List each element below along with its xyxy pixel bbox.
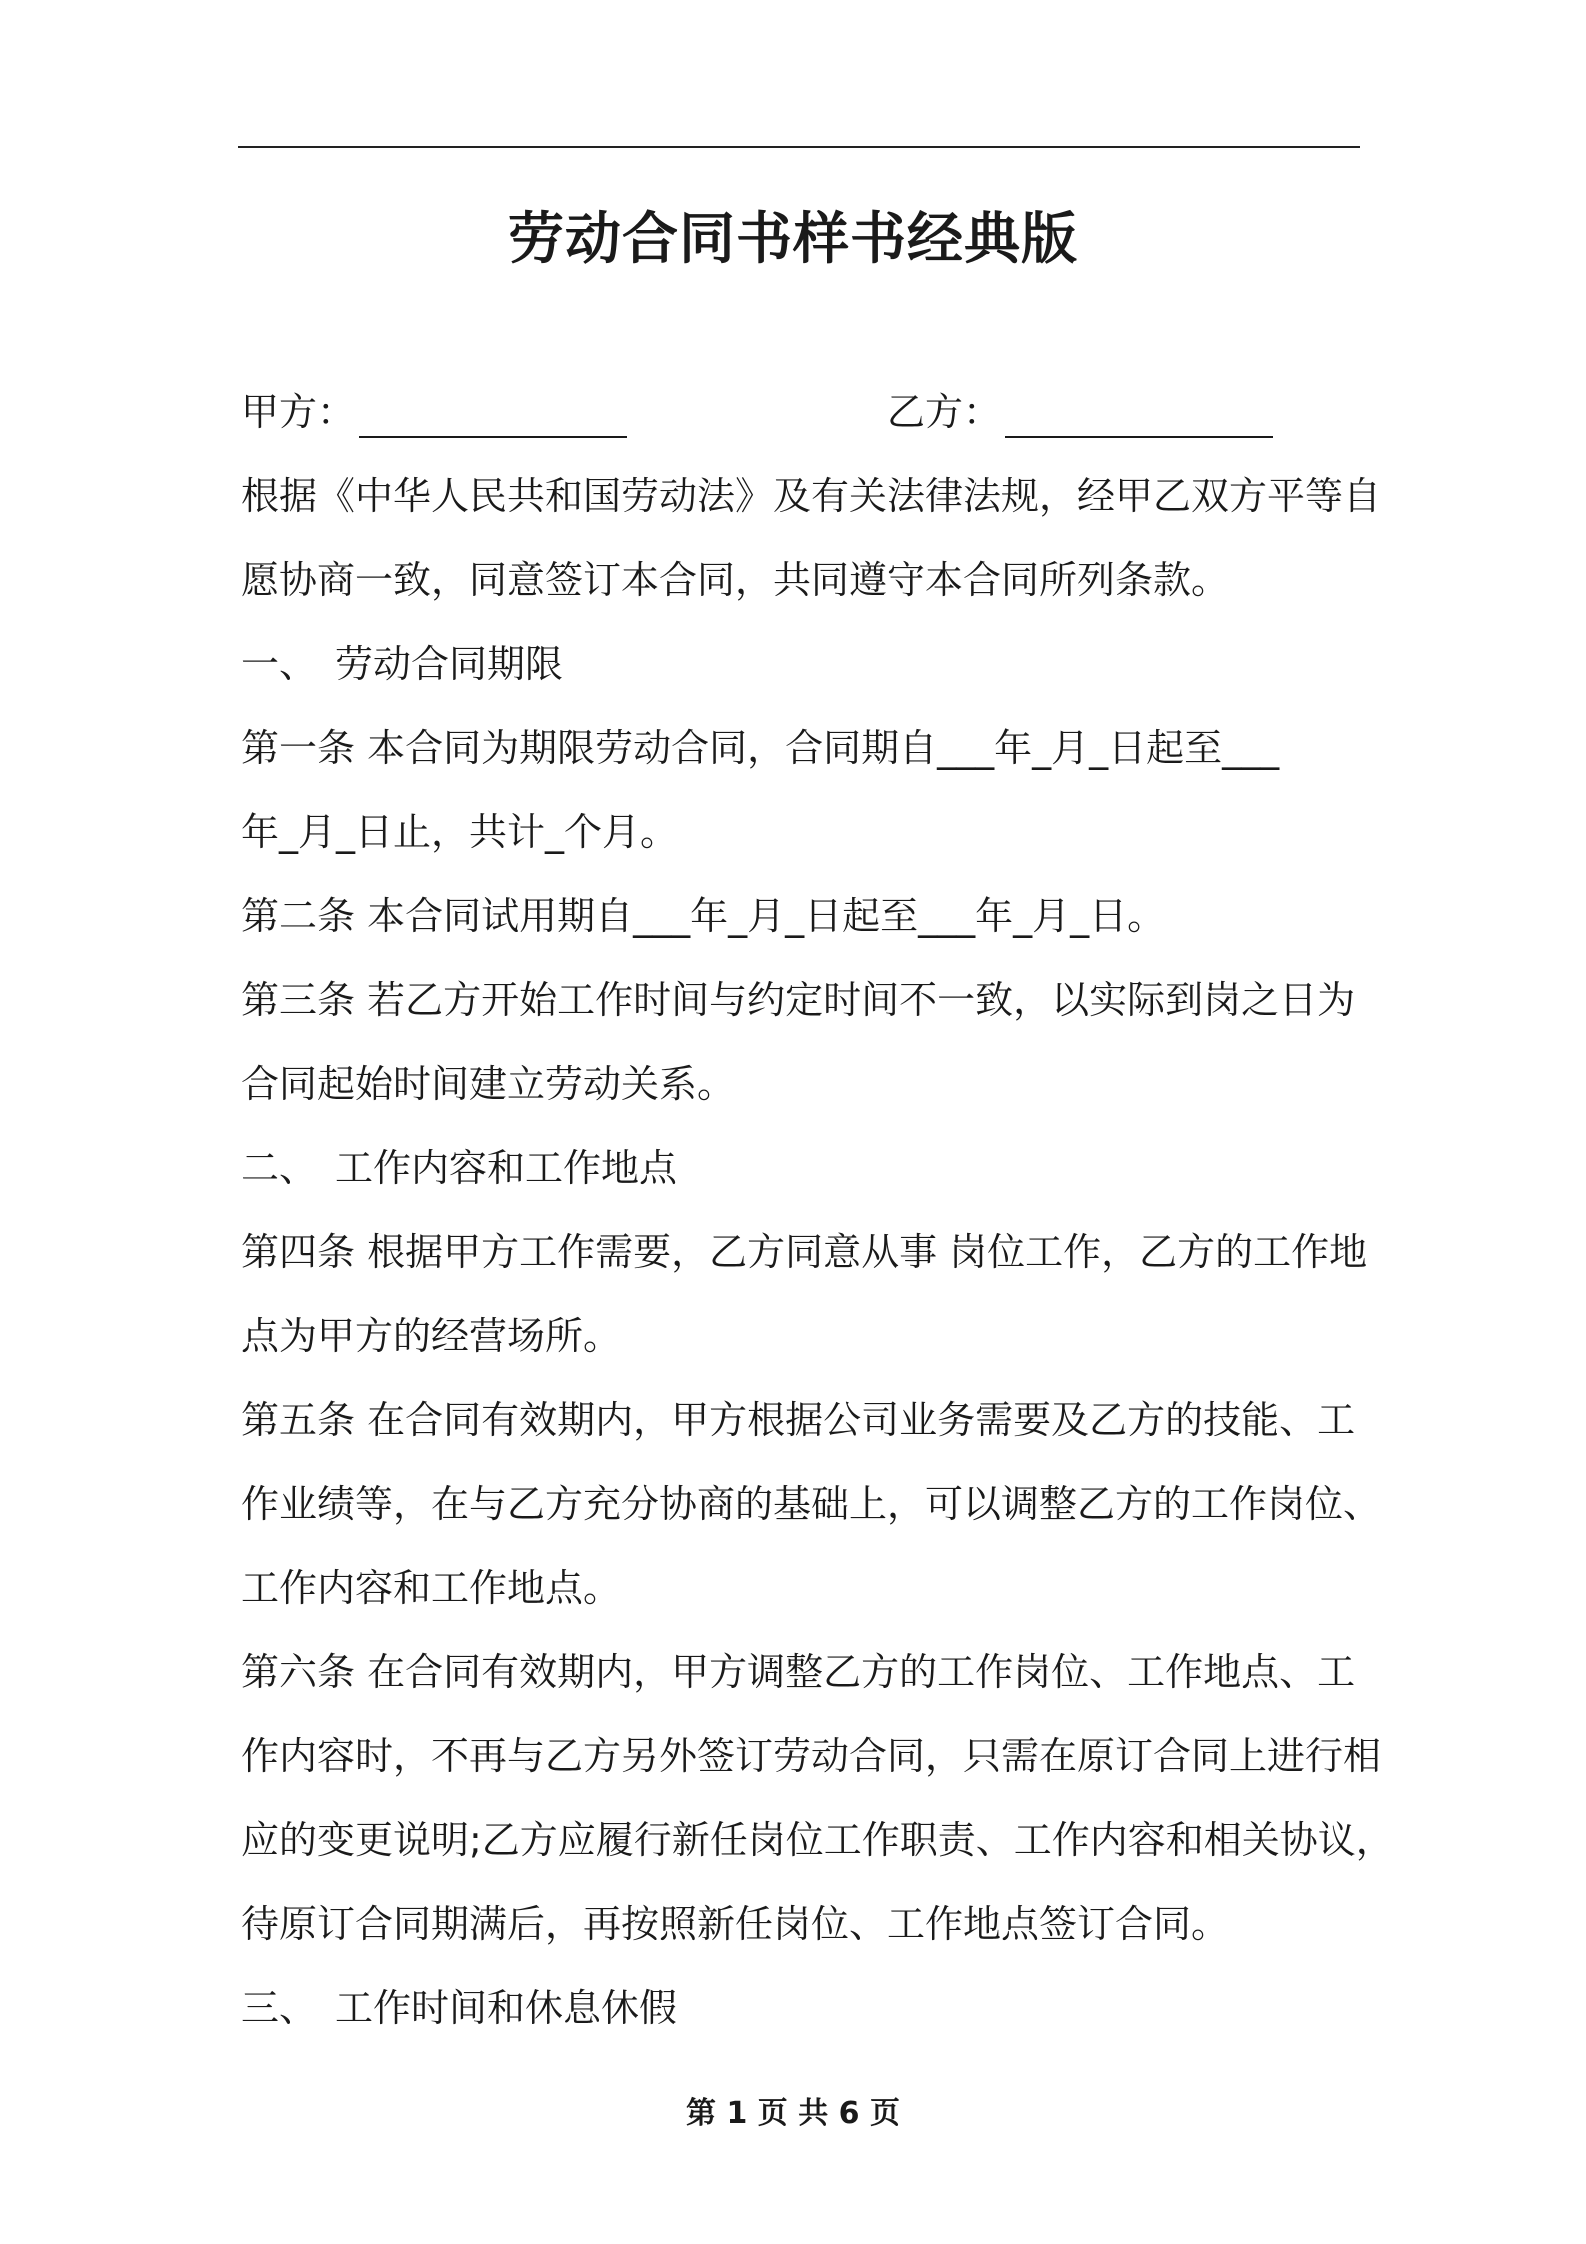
clause-line: 合同起始时间建立劳动关系。 xyxy=(241,1062,736,1106)
clause-line: 第五条 在合同有效期内，甲方根据公司业务需要及乙方的技能、工 xyxy=(241,1398,1356,1442)
section-number: 二、 xyxy=(241,1146,318,1190)
clause-line: 作内容时，不再与乙方另外签订劳动合同，只需在原订合同上进行相 xyxy=(241,1734,1382,1778)
clause-line: 待原订合同期满后，再按照新任岗位、工作地点签订合同。 xyxy=(241,1902,1230,1946)
clause-line: 第四条 根据甲方工作需要，乙方同意从事 岗位工作，乙方的工作地 xyxy=(241,1230,1368,1274)
party-b-label: 乙方： xyxy=(887,390,1002,434)
section-title: 工作时间和休息休假 xyxy=(335,1986,678,2030)
clause-line: 点为甲方的经营场所。 xyxy=(241,1314,622,1358)
section-title: 劳动合同期限 xyxy=(335,642,564,686)
clause-line: 第三条 若乙方开始工作时间与约定时间不一致，以实际到岗之日为 xyxy=(241,978,1356,1022)
clause-line: 第六条 在合同有效期内，甲方调整乙方的工作岗位、工作地点、工 xyxy=(241,1650,1356,1694)
clause-line: 年_月_日止，共计_个月。 xyxy=(241,810,679,854)
page-indicator: 第 1 页 共 6 页 xyxy=(686,2096,900,2131)
document-body xyxy=(241,370,1394,2050)
header-rule xyxy=(238,146,1360,148)
section-number: 三、 xyxy=(241,1986,318,2030)
section-number: 一、 xyxy=(241,642,318,686)
section-heading xyxy=(241,1126,1361,1210)
party-b xyxy=(887,370,1273,454)
party-b-blank xyxy=(1005,386,1273,438)
party-a xyxy=(241,370,627,454)
party-a-blank xyxy=(359,386,627,438)
preamble-line: 根据《中华人民共和国劳动法》及有关法律法规，经甲乙双方平等自 xyxy=(241,474,1382,518)
parties-line xyxy=(241,370,1361,454)
section-heading xyxy=(241,1966,1361,2050)
document-title: 劳动合同书样书经典版 xyxy=(508,207,1078,272)
clause-line: 第二条 本合同试用期自___年_月_日起至___年_月_日。 xyxy=(241,894,1166,938)
clause-line: 应的变更说明;乙方应履行新任岗位工作职责、工作内容和相关协议， xyxy=(241,1818,1394,1862)
clause-line: 作业绩等，在与乙方充分协商的基础上，可以调整乙方的工作岗位、 xyxy=(241,1482,1382,1526)
clause-line: 工作内容和工作地点。 xyxy=(241,1566,622,1610)
section-heading xyxy=(241,622,1361,706)
section-title: 工作内容和工作地点 xyxy=(335,1146,678,1190)
preamble-line: 愿协商一致，同意签订本合同，共同遵守本合同所列条款。 xyxy=(241,558,1230,602)
party-a-label: 甲方： xyxy=(241,390,356,434)
clause-line: 第一条 本合同为期限劳动合同，合同期自___年_月_日起至___ xyxy=(241,726,1280,770)
